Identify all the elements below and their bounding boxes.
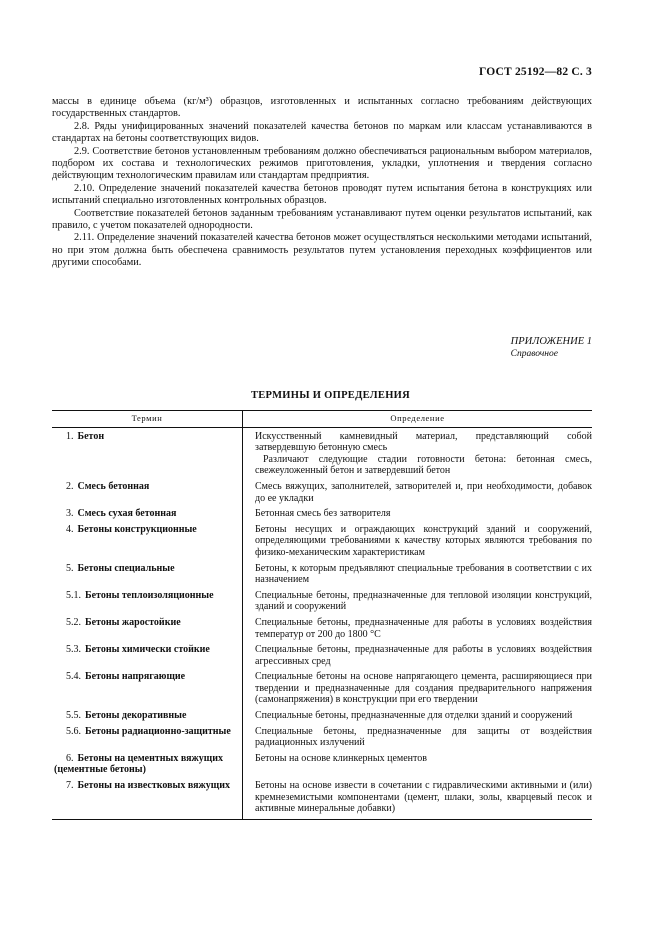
paragraph: 2.9. Соответствие бетонов установленным требованиям должно обеспечиваться рациональным выбором материалов, подбором их состава и технологических режимов приготовления, укладки, уплотнения и твердения согласно действующим технологическим правилам или стандартам предприятия. xyxy=(52,145,592,182)
term-number: 2. xyxy=(66,480,74,492)
paragraph: массы в единице объема (кг/м³) образцов, изготовленных и испытанных согласно требованиям действующих государственных стандартов. xyxy=(52,96,592,120)
term-cell xyxy=(52,710,243,726)
paragraph: Соответствие показателей бетонов заданным требованиям устанавливают путем оценки результатов испытаний, как правило, с учетом показателей однородности. xyxy=(52,207,592,232)
term-name: Бетоны на цементных вяжущих (цементные бетоны) xyxy=(54,752,223,776)
table-row xyxy=(52,563,592,590)
term-number: 5. xyxy=(66,562,74,574)
table-row xyxy=(52,427,592,481)
paragraph: 2.11. Определение значений показателей качества бетонов может осуществляться несколькими методами испытаний, но при этом должна быть обеспечена сравнимость результатов путем установления переходных коэффициентов или другими способами. xyxy=(52,232,592,269)
table-row xyxy=(52,481,592,508)
term-number: 5.6. xyxy=(66,725,81,737)
term-cell xyxy=(52,780,243,819)
table-title: ТЕРМИНЫ И ОПРЕДЕЛЕНИЯ xyxy=(250,390,411,401)
definition-text: Бетоны на основе извести в сочетании с гидравлическими активными и (или) кремнеземистыми компонентами (цемент, шлаки, золы, кварцевый песок и активные минеральные добавки) xyxy=(255,780,592,815)
definition-text: Искусственный камневидный материал, представляющий собой затвердевшую бетонную смесь xyxy=(255,430,592,454)
term-name: Смесь сухая бетонная xyxy=(77,508,177,520)
term-number: 4. xyxy=(66,523,74,535)
definition-text: Смесь вяжущих, заполнителей, затворителей и, при необходимости, добавок до ее укладки xyxy=(255,480,592,504)
paragraph: 2.10. Определение значений показателей качества бетонов проводят путем испытания бетона в конструкциях или испытаний специально изготовленных контрольных образцов. xyxy=(52,182,592,207)
definition-text: Бетонная смесь без затворителя xyxy=(255,508,391,520)
definition-text: Бетоны несущих и ограждающих конструкций зданий и сооружений, определяющими требованиями к качеству которых являются требования по физико-механическим характеристикам xyxy=(255,523,592,558)
table-row xyxy=(52,726,592,753)
definition-cell xyxy=(243,508,593,524)
term-name: Бетон xyxy=(77,430,105,442)
term-name: Бетоны радиационно-защитные xyxy=(85,725,231,737)
definition-text: Специальные бетоны, предназначенные для работы в условиях воздействия температур от 200 до 1800 °С xyxy=(255,616,592,640)
term-cell xyxy=(52,726,243,753)
term-cell xyxy=(52,590,243,617)
header-term: Термин xyxy=(52,411,243,428)
table-row xyxy=(52,590,592,617)
term-number: 5.1. xyxy=(66,589,81,601)
definition-cell xyxy=(243,644,593,671)
terms-table xyxy=(52,410,592,820)
term-name: Бетоны специальные xyxy=(77,562,175,574)
definition-cell xyxy=(243,524,593,563)
term-number: 5.2. xyxy=(66,616,81,628)
definition-cell xyxy=(243,726,593,753)
definition-text: Специальные бетоны, предназначенные для защиты от воздействия радиационных излучений xyxy=(255,725,592,749)
definition-text: Специальные бетоны, предназначенные для работы в условиях воздействия агрессивных сред xyxy=(255,644,592,667)
term-name: Смесь бетонная xyxy=(77,480,150,492)
definition-cell xyxy=(243,753,593,780)
term-name: Бетоны на известковых вяжущих xyxy=(77,780,230,792)
table-row xyxy=(52,753,592,780)
definition-text: Специальные бетоны, предназначенные для тепловой изоляции конструкций, зданий и сооружений xyxy=(255,589,592,613)
term-name: Бетоны химически стойкие xyxy=(85,644,210,656)
table-row xyxy=(52,671,592,710)
table-header-row xyxy=(52,411,592,428)
header-definition: Определение xyxy=(243,411,593,428)
term-number: 5.4. xyxy=(66,671,81,683)
term-cell xyxy=(52,427,243,481)
definition-cell xyxy=(243,563,593,590)
term-name: Бетоны теплоизоляционные xyxy=(85,589,214,601)
term-name: Бетоны декоративные xyxy=(85,710,187,722)
definition-cell xyxy=(243,617,593,644)
definition-cell xyxy=(243,590,593,617)
definition-cell xyxy=(243,481,593,508)
term-name: Бетоны конструкционные xyxy=(77,523,197,535)
term-cell xyxy=(52,753,243,780)
term-number: 6. xyxy=(66,752,74,764)
term-cell xyxy=(52,524,243,563)
definition-cell xyxy=(243,671,593,710)
appendix-label xyxy=(511,336,592,360)
term-cell xyxy=(52,644,243,671)
term-number: 5.3. xyxy=(66,644,81,656)
table-row xyxy=(52,524,592,563)
definition-text: Специальные бетоны, предназначенные для отделки зданий и сооружений xyxy=(255,710,573,722)
term-number: 5.5. xyxy=(66,710,81,722)
term-cell xyxy=(52,508,243,524)
paragraph: 2.8. Ряды унифицированных значений показателей качества бетонов по маркам или классам устанавливаются в стандартах на бетоны соответствующих видов. xyxy=(52,120,592,145)
table-row xyxy=(52,617,592,644)
table-row xyxy=(52,780,592,819)
term-cell xyxy=(52,563,243,590)
definition-text: Специальные бетоны на основе напрягающего цемента, расширяющиеся при твердении и предназначенные для создания предварительного напряжения (самонапряжения) в конструкции при его твердении xyxy=(255,671,592,706)
table-row xyxy=(52,508,592,524)
term-cell xyxy=(52,617,243,644)
page-header: ГОСТ 25192—82 С. 3 xyxy=(479,66,592,78)
term-number: 7. xyxy=(66,780,74,792)
definition-cell xyxy=(243,780,593,819)
appendix-title: ПРИЛОЖЕНИЕ 1 xyxy=(510,336,592,347)
term-name: Бетоны напрягающие xyxy=(85,671,186,683)
term-cell xyxy=(52,671,243,710)
term-cell xyxy=(52,481,243,508)
appendix-subtitle: Справочное xyxy=(510,349,558,359)
definition-text: Бетоны на основе клинкерных цементов xyxy=(255,752,427,764)
definition-text: Бетоны, к которым предъявляют специальные требования в соответствии с их назначением xyxy=(255,562,592,586)
term-number: 3. xyxy=(66,508,74,520)
body-text xyxy=(52,96,592,270)
table-row xyxy=(52,710,592,726)
term-name: Бетоны жаростойкие xyxy=(85,616,181,628)
table-row xyxy=(52,644,592,671)
definition-cell xyxy=(243,710,593,726)
definition-note: Различают следующие стадии готовности бетона: бетонная смесь, свежеуложенный бетон и затвердевший бетон xyxy=(255,453,592,477)
term-number: 1. xyxy=(66,430,74,442)
definition-cell xyxy=(243,427,593,481)
